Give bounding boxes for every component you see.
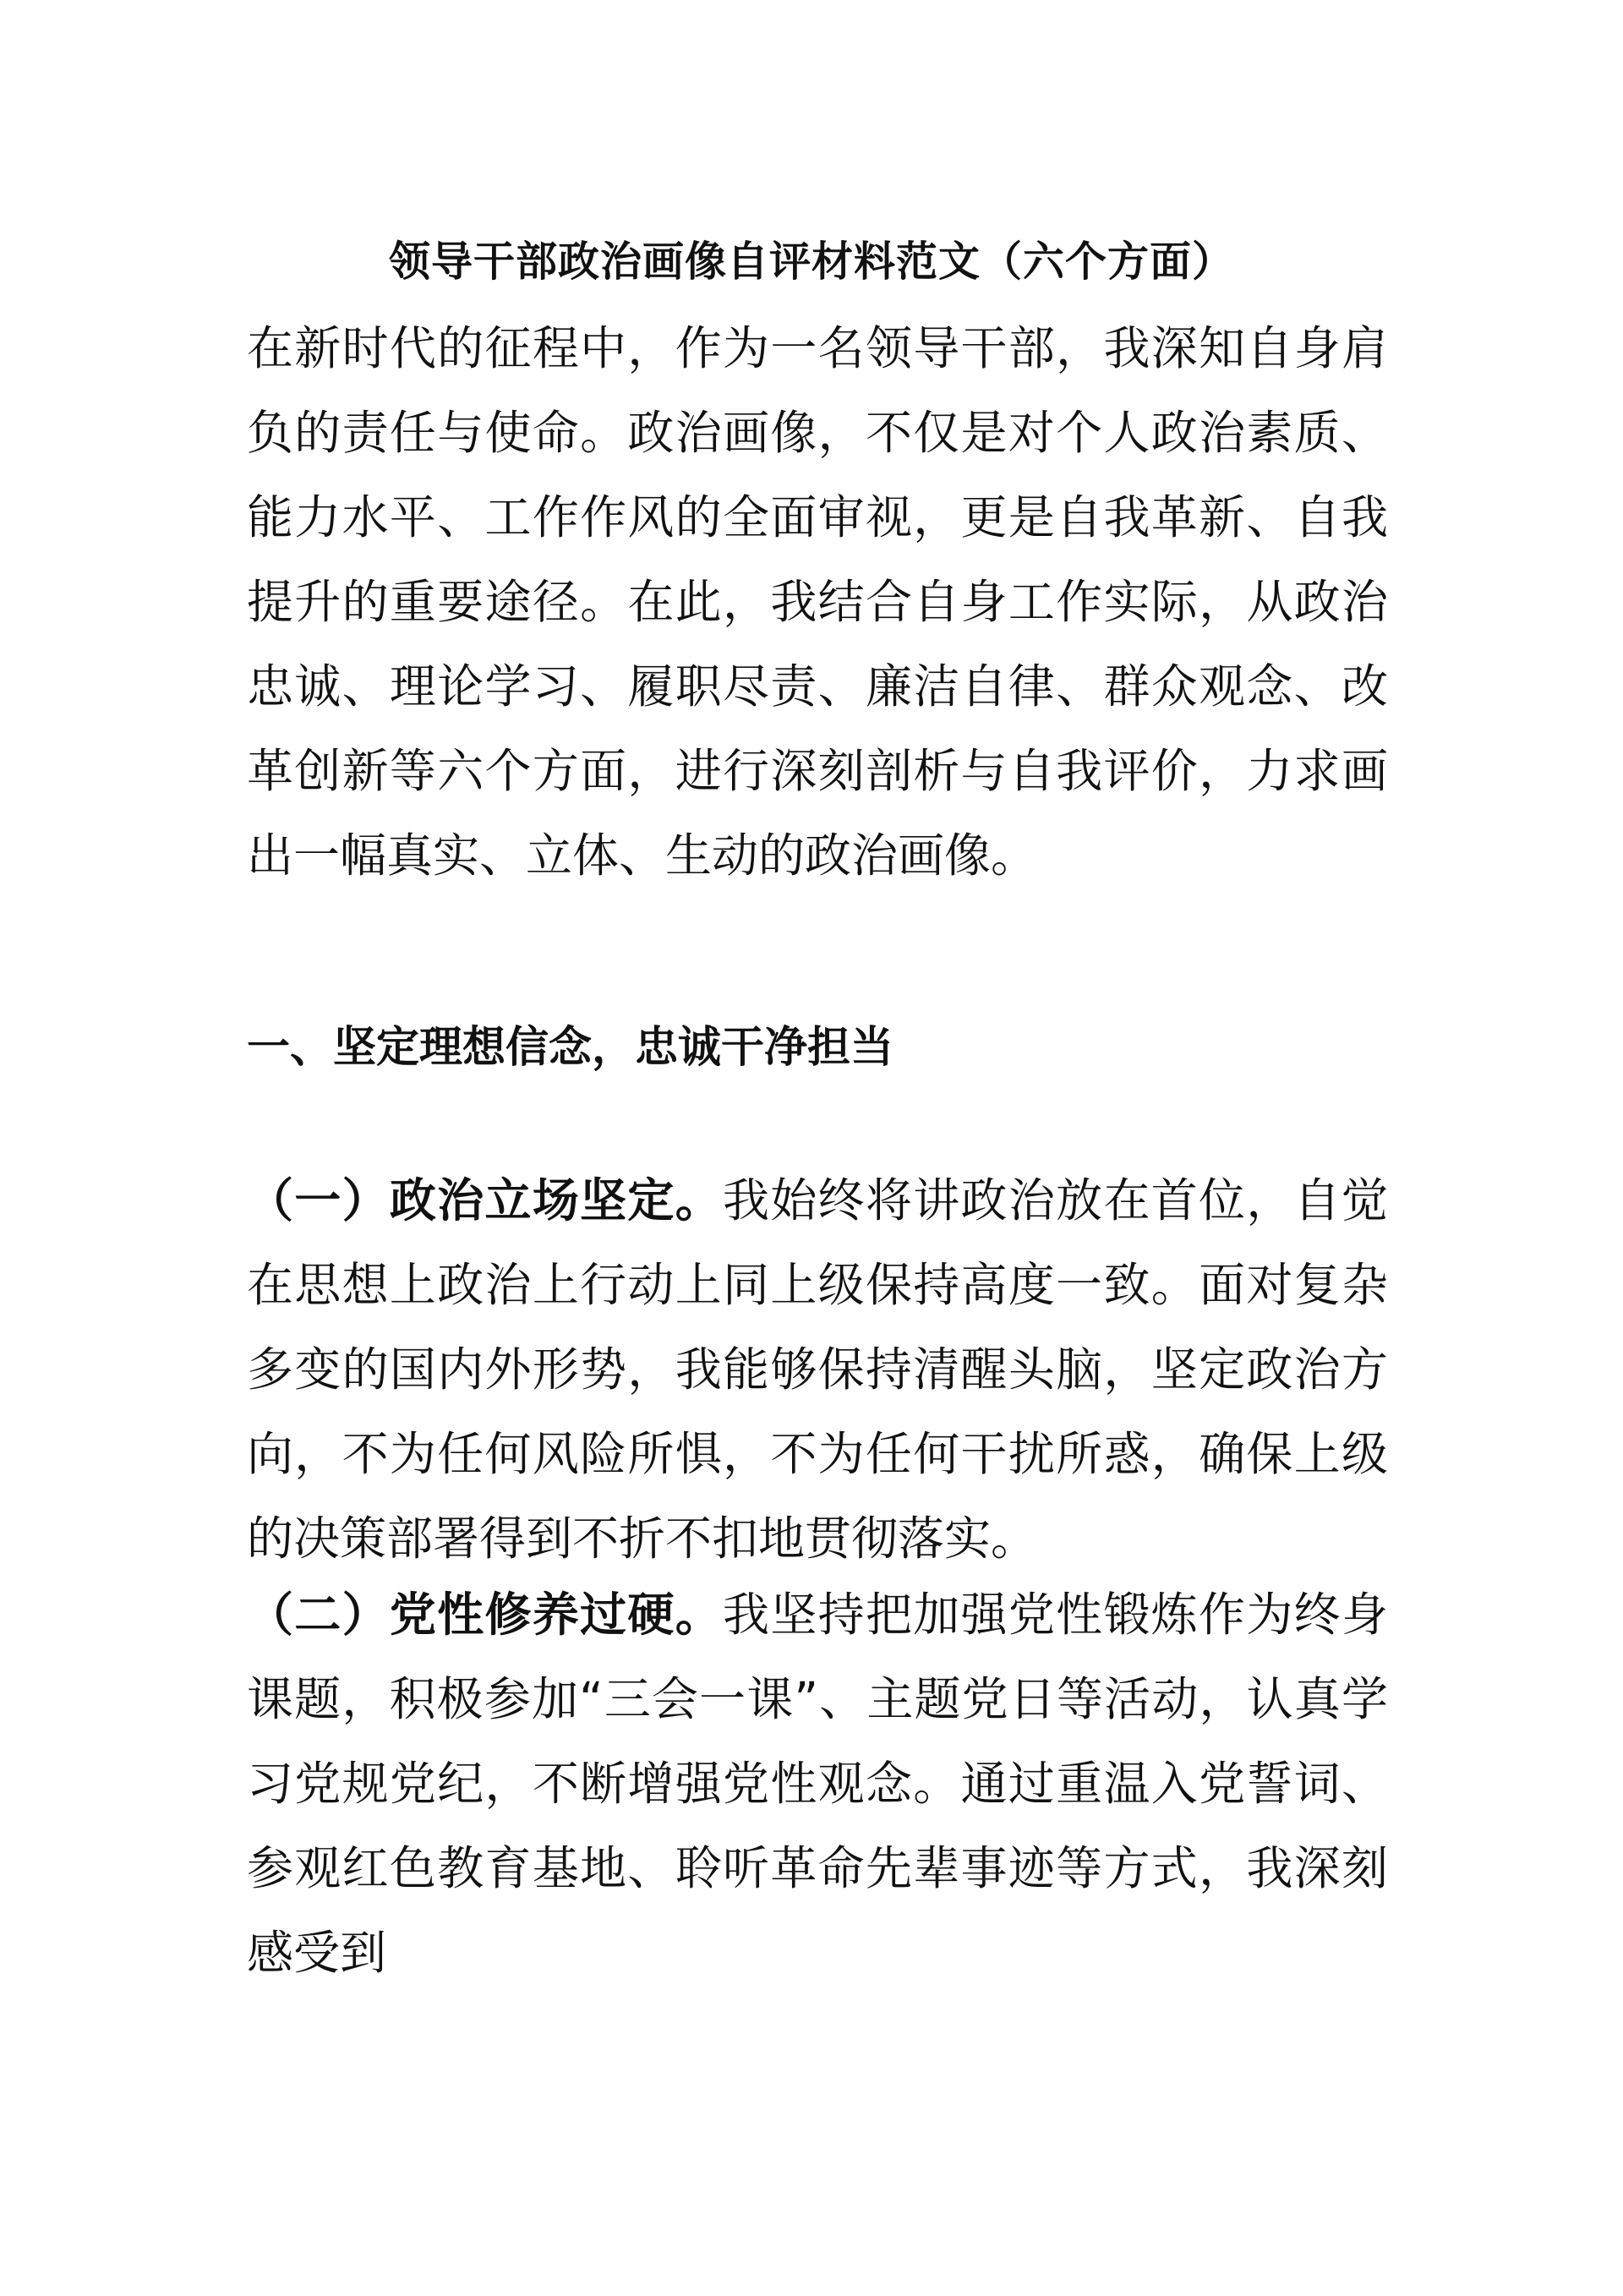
subsection-text-1: 我始终将讲政治放在首位，自觉在思想上政治上行动上同上级保持高度一致。面对复杂多变的国内外形势，我能够保持清醒头脑，坚定政治方向，不为任何风险所惧，不为任何干扰所惑，确保上级的决策部署得到不折不扣地贯彻落实。: [247, 1173, 1388, 1566]
intro-paragraph: 在新时代的征程中，作为一名领导干部，我深知自身肩负的责任与使命。政治画像，不仅是对个人政治素质、能力水平、工作作风的全面审视，更是自我革新、自我提升的重要途径。在此，我结合自身工作实际，从政治忠诚、理论学习、履职尽责、廉洁自律、群众观念、改革创新等六个方面，进行深刻剖析与自我评价，力求画出一幅真实、立体、生动的政治画像。: [247, 321, 1388, 883]
section-heading-1: 一、坚定理想信念，忠诚干净担当: [247, 1023, 894, 1073]
document-title: 领导干部政治画像自评材料范文（六个方面）: [388, 238, 1234, 286]
subsection-label-1: （一）政治立场坚定。: [247, 1173, 724, 1227]
subsection-paragraph-2: [247, 1572, 1388, 1995]
subsection-text-2: 我坚持把加强党性锻炼作为终身课题，积极参加“三会一课”、主题党日等活动，认真学习党规党纪，不断增强党性观念。通过重温入党誓词、参观红色教育基地、聆听革命先辈事迹等方式，我深刻感受到: [247, 1588, 1388, 1980]
subsection-paragraph-1: [247, 1158, 1388, 1581]
subsection-label-2: （二）党性修养过硬。: [247, 1588, 724, 1642]
